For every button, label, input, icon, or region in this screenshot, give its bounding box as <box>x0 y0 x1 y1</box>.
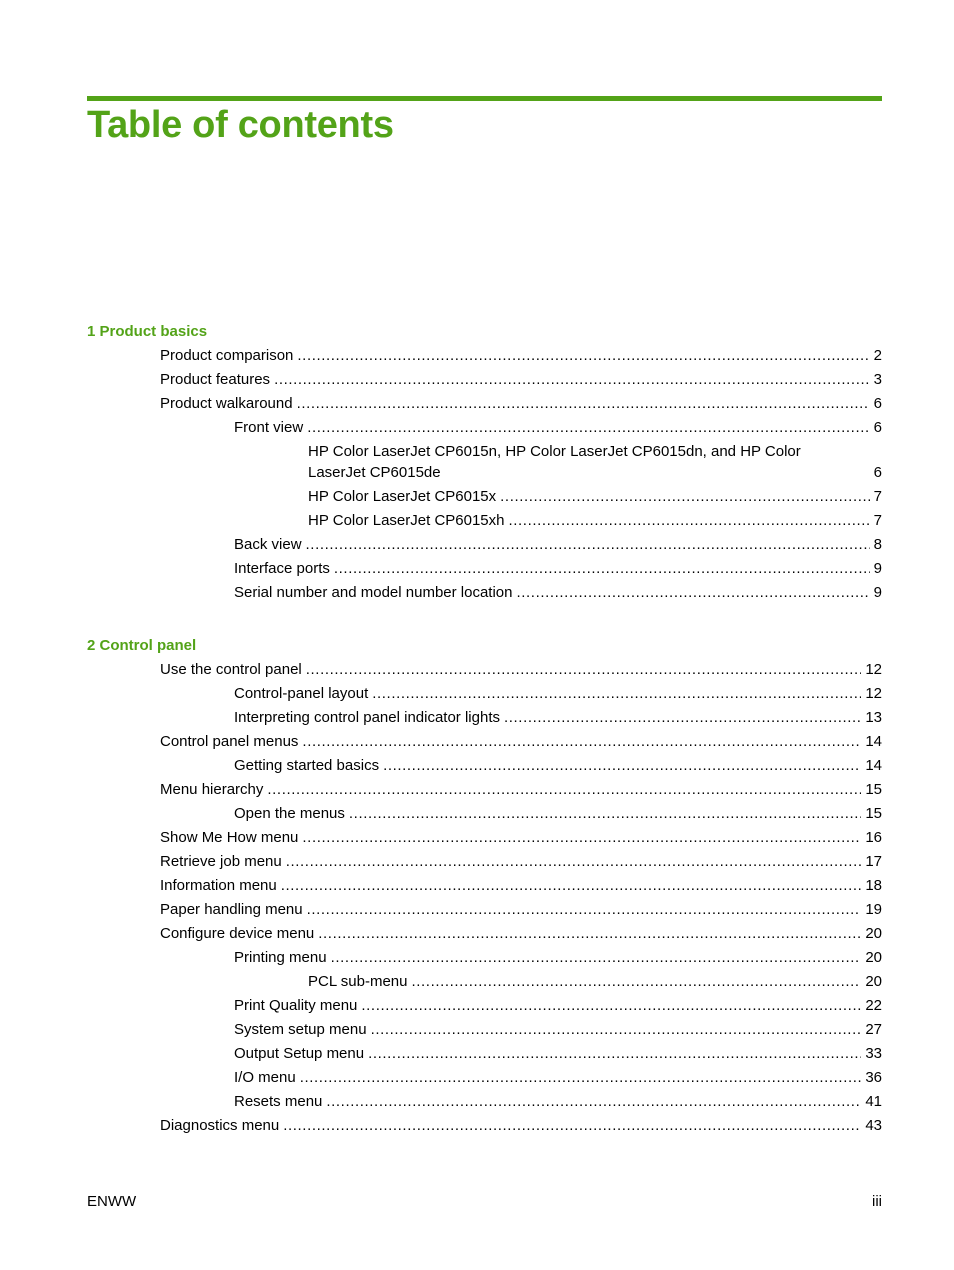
toc-entry[interactable] <box>87 1018 882 1042</box>
dot-leader <box>326 1090 861 1114</box>
footer-page-number: iii <box>872 1193 882 1210</box>
toc-entry-page: 6 <box>873 464 882 481</box>
toc-entry-page: 43 <box>865 1117 882 1134</box>
toc-entry[interactable] <box>87 581 882 605</box>
toc-entry-page: 13 <box>865 709 882 726</box>
dot-leader <box>307 898 862 922</box>
dot-leader <box>306 658 862 682</box>
toc-entry[interactable] <box>87 970 882 994</box>
toc-entry[interactable] <box>87 730 882 754</box>
toc-entry[interactable] <box>87 1090 882 1114</box>
toc-entry-label: LaserJet CP6015de <box>308 464 441 481</box>
toc-entry-page: 41 <box>865 1093 882 1110</box>
toc-entry[interactable] <box>87 1042 882 1066</box>
toc-entry-label: Serial number and model number location <box>234 584 513 601</box>
toc-entry-page: 7 <box>873 488 882 505</box>
toc-entry-page: 14 <box>865 757 882 774</box>
dot-leader <box>372 682 861 706</box>
toc-entry-page: 20 <box>865 973 882 990</box>
toc-entry[interactable] <box>87 485 882 509</box>
dot-leader <box>302 826 861 850</box>
toc-entry-page: 16 <box>865 829 882 846</box>
dot-leader <box>297 392 870 416</box>
toc-entry-page: 12 <box>865 685 882 702</box>
toc-entry-page: 6 <box>873 395 882 412</box>
dot-leader <box>517 581 870 605</box>
toc-entry-label: Front view <box>234 419 304 436</box>
toc-entry-page: 27 <box>865 1021 882 1038</box>
dot-leader <box>361 994 861 1018</box>
toc-entry[interactable] <box>87 826 882 850</box>
toc-entry-page: 18 <box>865 877 882 894</box>
toc-entry[interactable] <box>87 509 882 533</box>
toc-entry-page: 15 <box>865 805 882 822</box>
toc-entry-label: Control-panel layout <box>234 685 369 702</box>
toc-entry[interactable] <box>87 802 882 826</box>
toc-entry-label: Product features <box>160 371 271 388</box>
toc-entry-page: 19 <box>865 901 882 918</box>
dot-leader <box>267 778 861 802</box>
toc-entry-page: 7 <box>873 512 882 529</box>
dot-leader <box>509 509 870 533</box>
dot-leader <box>302 730 861 754</box>
dot-leader <box>286 850 862 874</box>
toc-entry-page: 33 <box>865 1045 882 1062</box>
toc-entry-label: Interface ports <box>234 560 330 577</box>
toc-entry-page: 20 <box>865 925 882 942</box>
toc-chapter-2 <box>87 634 882 1138</box>
dot-leader <box>274 368 870 392</box>
toc-entry[interactable] <box>87 557 882 581</box>
toc-entry-label: Product comparison <box>160 347 294 364</box>
toc-entry-label: Open the menus <box>234 805 345 822</box>
toc-entry-page: 12 <box>865 661 882 678</box>
toc-entry[interactable] <box>87 533 882 557</box>
toc-entry-label: Menu hierarchy <box>160 781 264 798</box>
dot-leader <box>297 344 869 368</box>
toc-entry[interactable] <box>87 392 882 416</box>
toc-entry-page: 6 <box>873 419 882 436</box>
toc-entry-page: 9 <box>873 584 882 601</box>
toc-entry-page: 9 <box>873 560 882 577</box>
toc-entry-label: System setup menu <box>234 1021 367 1038</box>
toc-entry[interactable] <box>87 946 882 970</box>
toc-entry[interactable] <box>87 1114 882 1138</box>
toc-entry-page: 15 <box>865 781 882 798</box>
dot-leader <box>331 946 862 970</box>
toc-entry[interactable] <box>87 898 882 922</box>
toc-entry[interactable] <box>87 368 882 392</box>
toc-entry-label: Use the control panel <box>160 661 302 678</box>
toc-entry[interactable] <box>87 850 882 874</box>
dot-leader <box>368 1042 861 1066</box>
toc-entry-page: 2 <box>873 347 882 364</box>
toc-entry[interactable] <box>87 706 882 730</box>
toc-entry[interactable] <box>87 778 882 802</box>
footer-publisher-code: ENWW <box>87 1193 137 1210</box>
toc-entry-label: Control panel menus <box>160 733 299 750</box>
toc-entry[interactable] <box>87 344 882 368</box>
toc-entry-label: Output Setup menu <box>234 1045 365 1062</box>
toc-entry-label: Printing menu <box>234 949 327 966</box>
toc-entry-page: 36 <box>865 1069 882 1086</box>
toc-entry-label: HP Color LaserJet CP6015xh <box>308 512 505 529</box>
toc-entry[interactable] <box>87 994 882 1018</box>
dot-leader <box>334 557 870 581</box>
dot-leader <box>500 485 870 509</box>
toc-entry[interactable] <box>87 416 882 440</box>
toc-entry[interactable] <box>87 874 882 898</box>
dot-leader <box>283 1114 861 1138</box>
toc-entry[interactable] <box>87 922 882 946</box>
toc-entry-label: Getting started basics <box>234 757 380 774</box>
toc-entry[interactable] <box>87 658 882 682</box>
toc-entry[interactable] <box>87 682 882 706</box>
toc-entry-label: Back view <box>234 536 302 553</box>
toc-entry[interactable] <box>87 1066 882 1090</box>
toc-entry-label: Interpreting control panel indicator lights <box>234 709 500 726</box>
toc-entry-label-line1: HP Color LaserJet CP6015n, HP Color LaserJet CP6015dn, and HP Color <box>308 443 801 460</box>
toc-entry-label: Configure device menu <box>160 925 315 942</box>
toc-entry-label: HP Color LaserJet CP6015x <box>308 488 497 505</box>
dot-leader <box>318 922 861 946</box>
toc-entry-label: PCL sub-menu <box>308 973 408 990</box>
toc-entry-label: Print Quality menu <box>234 997 358 1014</box>
toc-entry[interactable] <box>87 440 882 485</box>
dot-leader <box>383 754 861 778</box>
toc-entry-label: Diagnostics menu <box>160 1117 280 1134</box>
toc-entry-page: 8 <box>873 536 882 553</box>
chapter-heading[interactable]: 1 Product basics <box>87 323 208 340</box>
dot-leader <box>307 416 869 440</box>
toc-entry-page: 14 <box>865 733 882 750</box>
toc-chapter-1 <box>87 320 882 605</box>
dot-leader <box>371 1018 862 1042</box>
dot-leader <box>306 533 870 557</box>
toc-entry-label: Retrieve job menu <box>160 853 282 870</box>
toc-entry[interactable] <box>87 754 882 778</box>
toc-entry-page: 20 <box>865 949 882 966</box>
toc-entry-page: 22 <box>865 997 882 1014</box>
dot-leader <box>504 706 861 730</box>
dot-leader <box>281 874 862 898</box>
toc-entry-label: Product walkaround <box>160 395 293 412</box>
toc-entry-label: I/O menu <box>234 1069 296 1086</box>
toc-entry-page: 3 <box>873 371 882 388</box>
page-title: Table of contents <box>87 104 394 146</box>
toc-entry-label: Resets menu <box>234 1093 323 1110</box>
dot-leader <box>300 1066 862 1090</box>
toc-entry-page: 17 <box>865 853 882 870</box>
toc-entry-label: Paper handling menu <box>160 901 303 918</box>
toc-entry-label: Show Me How menu <box>160 829 299 846</box>
toc-entry-label: Information menu <box>160 877 277 894</box>
dot-leader <box>412 970 862 994</box>
dot-leader <box>349 802 861 826</box>
chapter-heading[interactable]: 2 Control panel <box>87 637 197 654</box>
